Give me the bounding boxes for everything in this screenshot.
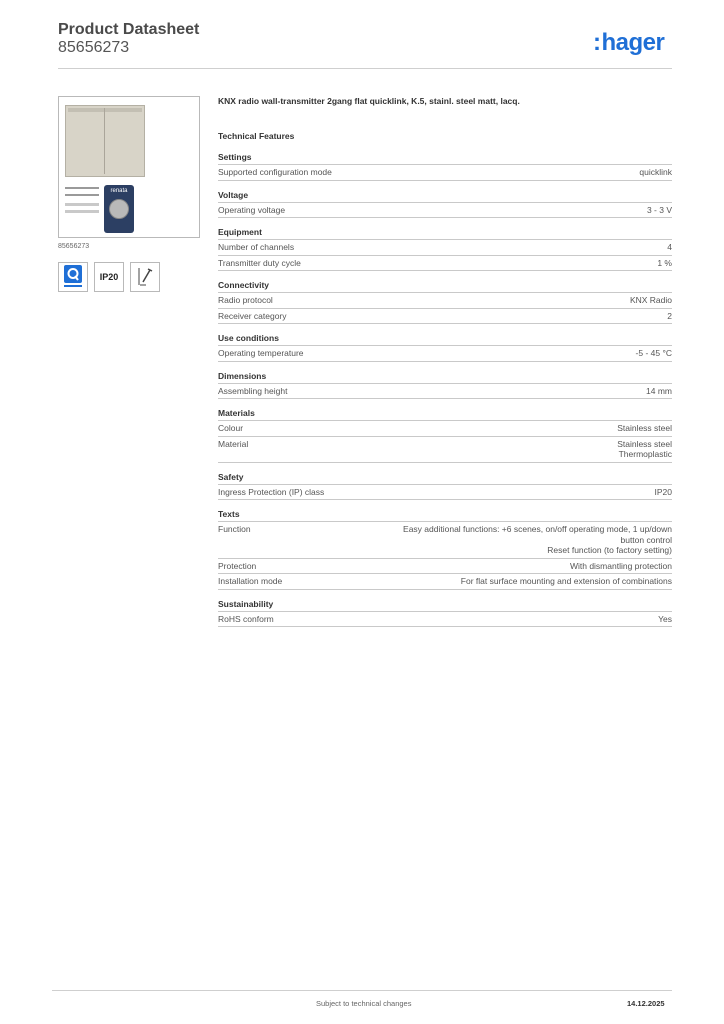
screws-image bbox=[65, 185, 105, 217]
spec-label: Receiver category bbox=[218, 310, 287, 321]
spec-row bbox=[218, 165, 672, 181]
spec-value: 14 mm bbox=[646, 385, 672, 396]
spec-group-title: Use conditions bbox=[218, 333, 672, 346]
battery-label: renata bbox=[110, 188, 128, 194]
spec-row bbox=[218, 384, 672, 400]
ip20-badge bbox=[94, 262, 124, 292]
spec-row bbox=[218, 203, 672, 219]
logo-colon-icon: : bbox=[593, 29, 601, 56]
ip20-label: IP20 bbox=[99, 272, 119, 282]
wall-transmitter-plate bbox=[65, 105, 145, 177]
footer-note: Subject to technical changes bbox=[316, 999, 412, 1008]
battery-image bbox=[104, 185, 134, 233]
spec-label: Material bbox=[218, 438, 249, 449]
spec-label: Operating voltage bbox=[218, 204, 286, 215]
footer-date: 14.12.2025 bbox=[627, 999, 665, 1008]
spec-value: 1 % bbox=[657, 257, 672, 268]
spec-group bbox=[218, 152, 672, 181]
technical-features-heading: Technical Features bbox=[218, 131, 295, 141]
spec-row bbox=[218, 240, 672, 256]
spec-label: Transmitter duty cycle bbox=[218, 257, 301, 268]
spec-label: Protection bbox=[218, 560, 257, 571]
spec-row bbox=[218, 309, 672, 325]
spec-group bbox=[218, 599, 672, 628]
spec-label: Function bbox=[218, 524, 251, 534]
spec-group-title: Settings bbox=[218, 152, 672, 165]
spec-row bbox=[218, 256, 672, 272]
spec-group bbox=[218, 408, 672, 463]
spec-label: Assembling height bbox=[218, 385, 288, 396]
spec-label: Installation mode bbox=[218, 576, 283, 586]
spec-label: RoHS conform bbox=[218, 613, 274, 624]
spec-group bbox=[218, 472, 672, 501]
spec-value: KNX Radio bbox=[629, 295, 672, 305]
spec-group bbox=[218, 190, 672, 219]
footer-divider bbox=[52, 990, 672, 991]
spec-value: For flat surface mounting and extension of combinations bbox=[460, 576, 672, 586]
spec-group bbox=[218, 509, 672, 590]
spec-label: Number of channels bbox=[218, 242, 295, 252]
spec-value: 4 bbox=[667, 242, 672, 252]
spec-group bbox=[218, 371, 672, 400]
spec-value: Stainless steel bbox=[617, 423, 672, 433]
spec-group-title: Materials bbox=[218, 408, 672, 421]
spec-group-title: Sustainability bbox=[218, 599, 672, 612]
spec-value: With dismantling protection bbox=[569, 560, 672, 571]
tool-icon bbox=[130, 262, 160, 292]
spec-group-title: Voltage bbox=[218, 190, 672, 203]
page-title: Product Datasheet bbox=[58, 21, 200, 38]
spec-group-title: Equipment bbox=[218, 227, 672, 240]
spec-value: -5 - 45 °C bbox=[635, 348, 672, 358]
spec-value: Easy additional functions: +6 scenes, on/off operating mode, 1 up/down button control Reset function (to factory setting) bbox=[403, 524, 672, 555]
spec-row bbox=[218, 485, 672, 501]
spec-value: 3 - 3 V bbox=[646, 204, 672, 215]
product-description: KNX radio wall-transmitter 2gang flat quicklink, K.5, stainl. steel matt, lacq. bbox=[218, 96, 520, 106]
spec-row bbox=[218, 437, 672, 463]
spec-group bbox=[218, 280, 672, 324]
spec-row bbox=[218, 612, 672, 628]
hager-logo bbox=[593, 29, 664, 57]
spec-label: Radio protocol bbox=[218, 295, 273, 305]
spec-group-title: Dimensions bbox=[218, 371, 672, 384]
spec-label: Operating temperature bbox=[218, 348, 304, 358]
spec-row bbox=[218, 574, 672, 590]
spec-label: Ingress Protection (IP) class bbox=[218, 486, 325, 497]
spec-value: Yes bbox=[658, 613, 672, 624]
spec-group bbox=[218, 333, 672, 362]
spec-group-title: Safety bbox=[218, 472, 672, 485]
spec-value: IP20 bbox=[654, 486, 672, 497]
image-caption-number: 85656273 bbox=[58, 243, 90, 250]
spec-group-title: Texts bbox=[218, 509, 672, 522]
spec-label: Supported configuration mode bbox=[218, 167, 332, 177]
logo-text: hager bbox=[601, 29, 665, 56]
spec-value: 2 bbox=[667, 310, 672, 321]
product-number: 85656273 bbox=[58, 39, 130, 56]
spec-row bbox=[218, 522, 672, 559]
spec-value: Stainless steel Thermoplastic bbox=[617, 438, 672, 459]
product-image bbox=[58, 96, 200, 238]
spec-row bbox=[218, 421, 672, 437]
spec-group-title: Connectivity bbox=[218, 280, 672, 293]
spec-row bbox=[218, 559, 672, 575]
header-divider bbox=[58, 68, 672, 69]
spec-row bbox=[218, 346, 672, 362]
spec-table bbox=[218, 152, 672, 636]
spec-value: quicklink bbox=[639, 167, 672, 177]
quicklink-q-icon bbox=[58, 262, 88, 292]
spec-row bbox=[218, 293, 672, 309]
spec-group bbox=[218, 227, 672, 271]
spec-label: Colour bbox=[218, 423, 244, 433]
